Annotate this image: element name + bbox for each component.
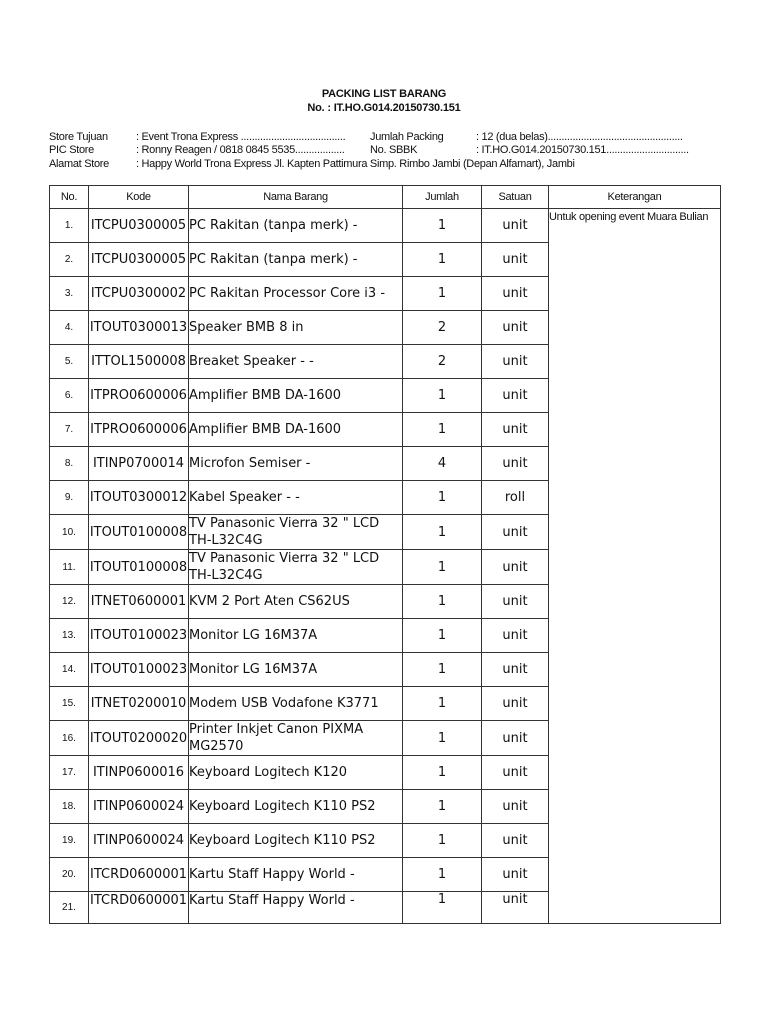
cell-jumlah: 1: [403, 619, 482, 653]
cell-jumlah: 2: [403, 311, 482, 345]
cell-nama-barang: KVM 2 Port Aten CS62US: [189, 585, 403, 619]
cell-kode: ITCPU0300002: [89, 277, 189, 311]
cell-satuan: unit: [482, 721, 549, 756]
cell-satuan: unit: [482, 756, 549, 790]
cell-jumlah: 1: [403, 550, 482, 585]
cell-kode: ITNET0200010: [89, 687, 189, 721]
cell-jumlah: 1: [403, 756, 482, 790]
cell-jumlah: 1: [403, 277, 482, 311]
cell-jumlah: 1: [403, 687, 482, 721]
cell-nama-barang: PC Rakitan (tanpa merk) -: [189, 209, 403, 243]
cell-jumlah: 1: [403, 243, 482, 277]
cell-kode: ITINP0600024: [89, 790, 189, 824]
cell-kode: ITINP0600024: [89, 824, 189, 858]
document-number: No. : IT.HO.G014.20150730.151: [307, 102, 461, 114]
cell-kode: ITOUT0100008: [89, 550, 189, 585]
cell-satuan: roll: [482, 481, 549, 515]
column-header-kode: Kode: [89, 186, 189, 209]
cell-kode: ITCRD0600001: [89, 858, 189, 892]
cell-jumlah: 1: [403, 209, 482, 243]
cell-nama-barang: Kabel Speaker - -: [189, 481, 403, 515]
cell-jumlah: 1: [403, 515, 482, 550]
cell-jumlah: 4: [403, 447, 482, 481]
cell-kode: ITPRO0600006: [89, 379, 189, 413]
cell-no: 21.: [50, 892, 89, 924]
cell-satuan: unit: [482, 345, 549, 379]
cell-nama-barang: Printer Inkjet Canon PIXMA MG2570: [189, 721, 403, 756]
cell-satuan: unit: [482, 687, 549, 721]
cell-nama-barang: Keyboard Logitech K120: [189, 756, 403, 790]
cell-kode: ITPRO0600006: [89, 413, 189, 447]
cell-satuan: unit: [482, 653, 549, 687]
cell-satuan: unit: [482, 858, 549, 892]
column-header-no: No.: [50, 186, 89, 209]
pic-store-value: : Ronny Reagen / 0818 0845 5535..................: [136, 144, 345, 156]
cell-no: 3.: [50, 277, 89, 311]
document-title: PACKING LIST BARANG: [321, 88, 447, 100]
cell-no: 15.: [50, 687, 89, 721]
cell-kode: ITTOL1500008: [89, 345, 189, 379]
cell-jumlah: 1: [403, 653, 482, 687]
cell-kode: ITOUT0300012: [89, 481, 189, 515]
cell-kode: ITOUT0100008: [89, 515, 189, 550]
cell-nama-barang: Kartu Staff Happy World -: [189, 892, 403, 924]
cell-kode: ITOUT0200020: [89, 721, 189, 756]
cell-jumlah: 1: [403, 892, 482, 924]
pic-store-label: PIC Store: [49, 144, 94, 156]
cell-satuan: unit: [482, 447, 549, 481]
no-sbbk-value: : IT.HO.G014.20150730.151..............................: [476, 144, 689, 156]
cell-satuan: unit: [482, 379, 549, 413]
cell-jumlah: 2: [403, 345, 482, 379]
cell-kode: ITINP0700014: [89, 447, 189, 481]
cell-satuan: unit: [482, 515, 549, 550]
cell-kode: ITCPU0300005: [89, 209, 189, 243]
cell-nama-barang: Modem USB Vodafone K3771: [189, 687, 403, 721]
cell-nama-barang: Speaker BMB 8 in: [189, 311, 403, 345]
cell-no: 19.: [50, 824, 89, 858]
jumlah-packing-value: : 12 (dua belas).................................................: [476, 131, 683, 143]
cell-nama-barang: Keyboard Logitech K110 PS2: [189, 824, 403, 858]
cell-jumlah: 1: [403, 481, 482, 515]
cell-no: 8.: [50, 447, 89, 481]
cell-kode: ITOUT0300013: [89, 311, 189, 345]
alamat-store-value: : Happy World Trona Express Jl. Kapten Pattimura Simp. Rimbo Jambi (Depan Alfamart), Jambi: [136, 158, 575, 170]
cell-no: 6.: [50, 379, 89, 413]
cell-satuan: unit: [482, 790, 549, 824]
store-tujuan-value: : Event Trona Express ......................................: [136, 131, 346, 143]
cell-no: 13.: [50, 619, 89, 653]
cell-no: 2.: [50, 243, 89, 277]
cell-nama-barang: Monitor LG 16M37A: [189, 653, 403, 687]
cell-keterangan: Untuk opening event Muara Bulian: [549, 209, 721, 924]
cell-no: 1.: [50, 209, 89, 243]
cell-no: 9.: [50, 481, 89, 515]
jumlah-packing-label: Jumlah Packing: [370, 131, 444, 143]
packing-list-table: [49, 185, 721, 924]
cell-kode: ITOUT0100023: [89, 619, 189, 653]
cell-no: 12.: [50, 585, 89, 619]
cell-kode: ITNET0600001: [89, 585, 189, 619]
cell-no: 17.: [50, 756, 89, 790]
cell-no: 16.: [50, 721, 89, 756]
no-sbbk-label: No. SBBK: [370, 144, 418, 156]
cell-jumlah: 1: [403, 858, 482, 892]
cell-jumlah: 1: [403, 413, 482, 447]
cell-no: 20.: [50, 858, 89, 892]
cell-no: 14.: [50, 653, 89, 687]
cell-nama-barang: Kartu Staff Happy World -: [189, 858, 403, 892]
cell-nama-barang: Monitor LG 16M37A: [189, 619, 403, 653]
cell-jumlah: 1: [403, 824, 482, 858]
cell-satuan: unit: [482, 550, 549, 585]
cell-satuan: unit: [482, 892, 549, 924]
cell-nama-barang: Keyboard Logitech K110 PS2: [189, 790, 403, 824]
cell-nama-barang: PC Rakitan Processor Core i3 -: [189, 277, 403, 311]
cell-jumlah: 1: [403, 790, 482, 824]
store-tujuan-label: Store Tujuan: [49, 131, 108, 143]
cell-satuan: unit: [482, 413, 549, 447]
cell-nama-barang: Microfon Semiser -: [189, 447, 403, 481]
cell-no: 18.: [50, 790, 89, 824]
cell-nama-barang: TV Panasonic Vierra 32 " LCD TH-L32C4G: [189, 550, 403, 585]
cell-nama-barang: PC Rakitan (tanpa merk) -: [189, 243, 403, 277]
cell-kode: ITCRD0600001: [89, 892, 189, 924]
table-body: [50, 209, 721, 924]
cell-no: 11.: [50, 550, 89, 585]
cell-satuan: unit: [482, 311, 549, 345]
cell-no: 10.: [50, 515, 89, 550]
cell-no: 7.: [50, 413, 89, 447]
cell-jumlah: 1: [403, 721, 482, 756]
cell-satuan: unit: [482, 209, 549, 243]
alamat-store-label: Alamat Store: [49, 158, 109, 170]
cell-satuan: unit: [482, 243, 549, 277]
column-header-satuan: Satuan: [482, 186, 549, 209]
cell-no: 4.: [50, 311, 89, 345]
column-header-keterangan: Keterangan: [549, 186, 721, 209]
column-header-nama-barang: Nama Barang: [189, 186, 403, 209]
cell-nama-barang: Amplifier BMB DA-1600: [189, 413, 403, 447]
cell-satuan: unit: [482, 619, 549, 653]
cell-satuan: unit: [482, 277, 549, 311]
cell-nama-barang: Amplifier BMB DA-1600: [189, 379, 403, 413]
cell-kode: ITINP0600016: [89, 756, 189, 790]
cell-jumlah: 1: [403, 379, 482, 413]
cell-satuan: unit: [482, 824, 549, 858]
cell-kode: ITCPU0300005: [89, 243, 189, 277]
cell-kode: ITOUT0100023: [89, 653, 189, 687]
cell-jumlah: 1: [403, 585, 482, 619]
cell-nama-barang: Breaket Speaker - -: [189, 345, 403, 379]
table-header-row: [50, 186, 721, 209]
cell-no: 5.: [50, 345, 89, 379]
table-row: [50, 209, 721, 243]
cell-nama-barang: TV Panasonic Vierra 32 " LCD TH-L32C4G: [189, 515, 403, 550]
column-header-jumlah: Jumlah: [403, 186, 482, 209]
cell-satuan: unit: [482, 585, 549, 619]
